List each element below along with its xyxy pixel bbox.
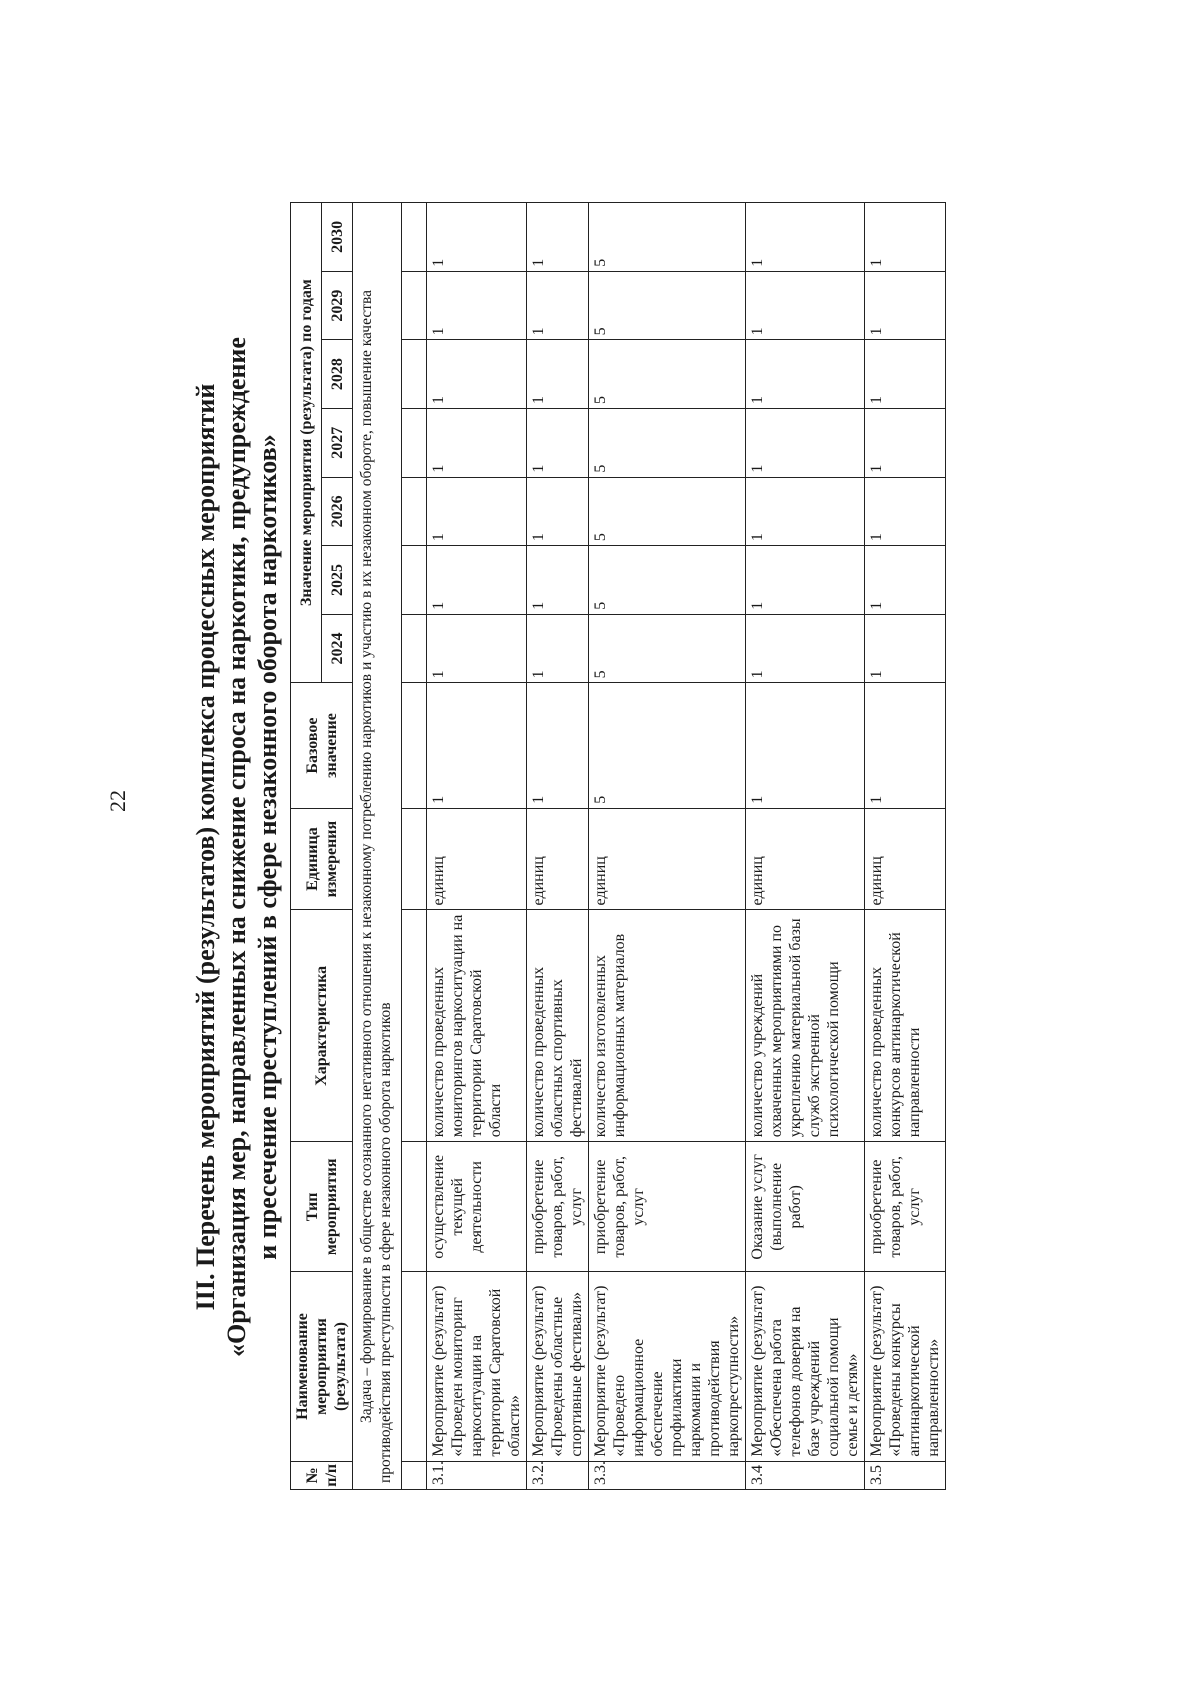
row-base: 1 — [865, 683, 946, 808]
row-value: 5 — [589, 477, 746, 546]
row-value: 1 — [427, 546, 527, 615]
header-year: 2030 — [322, 203, 353, 272]
header-name: Наименование мероприятия (результата) — [291, 1272, 353, 1461]
row-num: 3.3. — [589, 1461, 746, 1489]
title-line-1: III. Перечень мероприятий (результатов) комплекса процессных мероприятий — [191, 383, 220, 1311]
row-value: 1 — [865, 614, 946, 683]
row-num: 3.1. — [427, 1461, 527, 1489]
document-title — [190, 132, 283, 1562]
header-values: Значение мероприятия (результата) по годам — [291, 203, 322, 683]
row-value: 1 — [865, 477, 946, 546]
row-value: 1 — [427, 271, 527, 340]
header-year: 2024 — [322, 614, 353, 683]
header-row — [291, 203, 322, 1490]
header-year: 2026 — [322, 477, 353, 546]
row-value: 1 — [527, 614, 589, 683]
row-value: 5 — [589, 271, 746, 340]
row-num: 3.2. — [527, 1461, 589, 1489]
row-name: Мероприятие (результат) «Проведено информационное обеспечение профилактики наркомании и противодействия наркопреступности» — [589, 1272, 746, 1461]
row-base: 5 — [589, 683, 746, 808]
row-value: 5 — [589, 203, 746, 272]
row-value: 5 — [589, 614, 746, 683]
table-row — [589, 203, 746, 1490]
row-value: 1 — [427, 477, 527, 546]
row-value: 5 — [589, 340, 746, 409]
row-characteristic: количество учреждений охваченных мероприятиями по укреплению материальной базы служб экстренной психологической помощи — [746, 910, 865, 1142]
row-value: 1 — [527, 340, 589, 409]
header-base: Базовое значение — [291, 683, 353, 808]
row-base: 1 — [746, 683, 865, 808]
row-value: 1 — [527, 477, 589, 546]
row-value: 5 — [589, 408, 746, 477]
header-year: 2025 — [322, 546, 353, 615]
task-row — [353, 203, 402, 1490]
row-num: 3.5 — [865, 1461, 946, 1489]
table-row — [865, 203, 946, 1490]
title-line-2: «Организация мер, направленных на снижение спроса на наркотики, предупреждение — [222, 337, 251, 1357]
row-value: 1 — [427, 203, 527, 272]
measures-table — [290, 202, 946, 1490]
row-base: 1 — [527, 683, 589, 808]
row-value: 1 — [746, 477, 865, 546]
header-num: № п/п — [291, 1461, 353, 1489]
task-text: Задача – формирование в обществе осознанного негативного отношения к незаконному потреблению наркотиков и участию в их незаконном обороте, повышение качества противодействия преступности в сфере незаконного оборота наркотиков — [353, 203, 402, 1490]
row-value: 1 — [865, 271, 946, 340]
row-value: 1 — [527, 203, 589, 272]
row-value: 1 — [746, 340, 865, 409]
row-value: 1 — [746, 271, 865, 340]
table-row — [527, 203, 589, 1490]
row-value: 1 — [746, 614, 865, 683]
row-unit: единиц — [527, 808, 589, 910]
row-characteristic: количество проведенных конкурсов антинаркотической направленности — [865, 910, 946, 1142]
row-characteristic: количество проведенных областных спортивных фестивалей — [527, 910, 589, 1142]
row-unit: единиц — [746, 808, 865, 910]
rotated-content — [190, 132, 942, 1562]
row-value: 1 — [746, 408, 865, 477]
header-unit: Единица измерения — [291, 808, 353, 910]
spacer-row — [402, 203, 427, 1490]
row-value: 1 — [527, 408, 589, 477]
header-type: Тип мероприятия — [291, 1142, 353, 1272]
row-value: 1 — [865, 408, 946, 477]
row-type: осуществление текущей деятельности — [427, 1142, 527, 1272]
row-name: Мероприятие (результат) «Обеспечена работа телефонов доверия на базе учреждений социальной помощи семье и детям» — [746, 1272, 865, 1461]
header-year: 2027 — [322, 408, 353, 477]
row-value: 1 — [865, 340, 946, 409]
row-type: приобретение товаров, работ, услуг — [589, 1142, 746, 1272]
row-value: 1 — [865, 203, 946, 272]
header-characteristic: Характеристика — [291, 910, 353, 1142]
row-value: 1 — [427, 340, 527, 409]
row-num: 3.4 — [746, 1461, 865, 1489]
row-type: приобретение товаров, работ, услуг — [527, 1142, 589, 1272]
row-unit: единиц — [865, 808, 946, 910]
row-type: Оказание услуг (выполнение работ) — [746, 1142, 865, 1272]
row-value: 1 — [527, 546, 589, 615]
page-number: 22 — [105, 790, 130, 812]
row-value: 1 — [865, 546, 946, 615]
row-value: 1 — [527, 271, 589, 340]
row-value: 5 — [589, 546, 746, 615]
row-unit: единиц — [589, 808, 746, 910]
table-row — [746, 203, 865, 1490]
row-name: Мероприятие (результат) «Проведены областные спортивные фестивали» — [527, 1272, 589, 1461]
row-value: 1 — [427, 614, 527, 683]
row-value: 1 — [746, 546, 865, 615]
row-name: Мероприятие (результат) «Проведен мониторинг наркоситуации на территории Саратовской области» — [427, 1272, 527, 1461]
row-base: 1 — [427, 683, 527, 808]
title-line-3: и пресечение преступлений в сфере незаконного оборота наркотиков» — [253, 434, 282, 1260]
row-value: 1 — [746, 203, 865, 272]
row-type: приобретение товаров, работ, услуг — [865, 1142, 946, 1272]
header-year: 2028 — [322, 340, 353, 409]
row-value: 1 — [427, 408, 527, 477]
row-characteristic: количество проведенных мониторингов наркоситуации на территории Саратовской области — [427, 910, 527, 1142]
header-year: 2029 — [322, 271, 353, 340]
table-row — [427, 203, 527, 1490]
row-unit: единиц — [427, 808, 527, 910]
row-name: Мероприятие (результат) «Проведены конкурсы антинаркотической направленности» — [865, 1272, 946, 1461]
row-characteristic: количество изготовленных информационных материалов — [589, 910, 746, 1142]
